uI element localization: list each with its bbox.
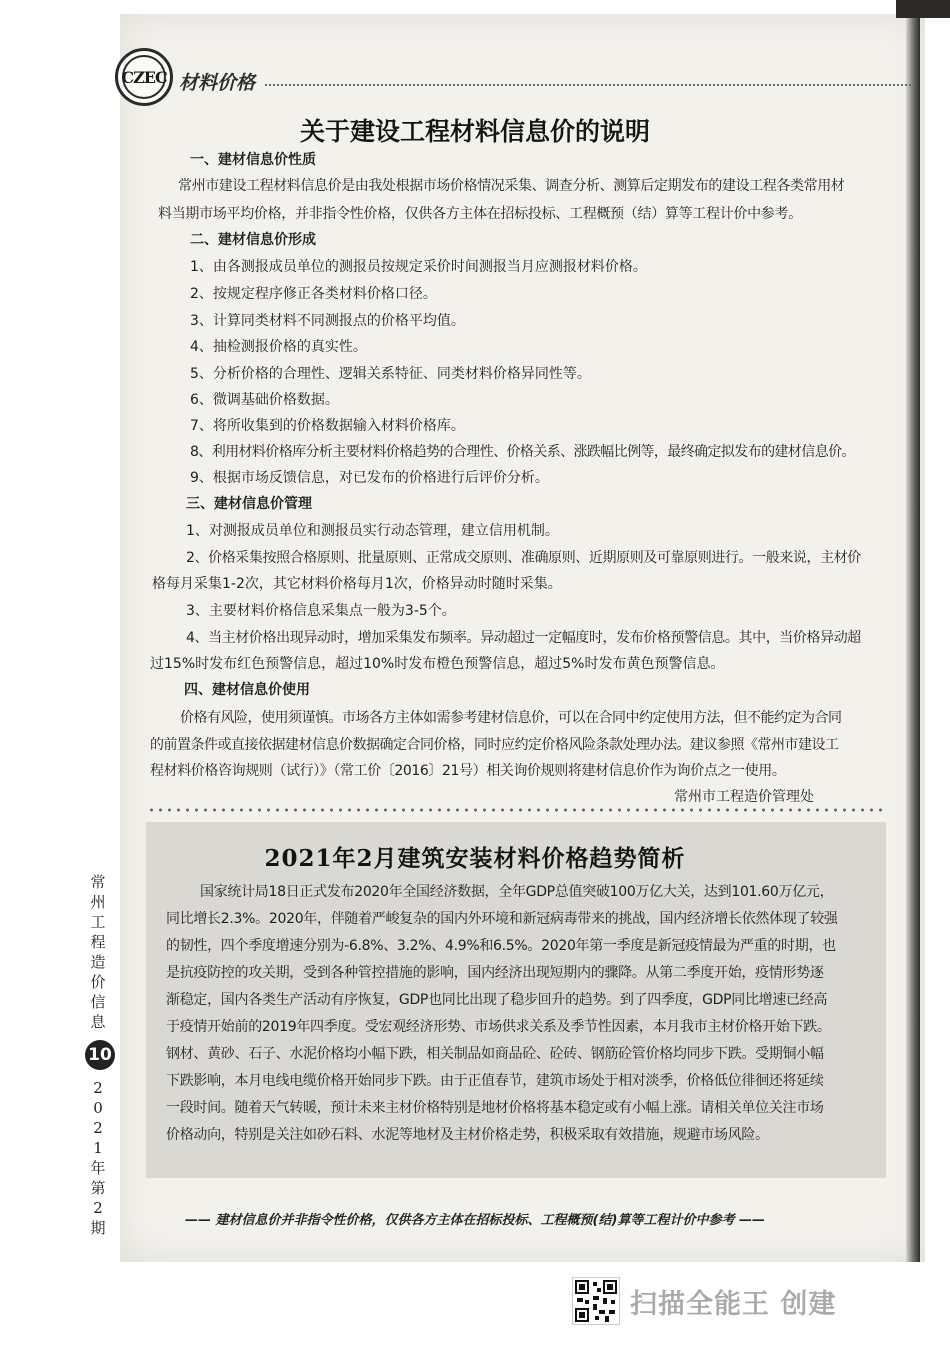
article2-line-4: 是抗疫防控的攻关期，受到各种管控措施的影响，国内经济出现短期内的骤降。从第二季度开始，疫情形势逐 (166, 965, 824, 981)
s2-item-7: 7、将所收集到的价格数据输入材料价格库。 (190, 418, 465, 434)
s4-line1: 价格有风险，使用须谨慎。市场各方主体如需参考建材信息价，可以在合同中约定使用方法，但不能约定为合同 (180, 710, 842, 726)
header-dotted-line (265, 84, 915, 86)
article2-title: 2021年2月建筑安装材料价格趋势简析 (264, 845, 686, 872)
issue-char: 0 (93, 1099, 103, 1117)
article2-line-7: 钢材、黄砂、石子、水泥价格均小幅下跌，相关制品如商品砼、砼砖、钢筋砼管价格均同步下跌。受期铜小幅 (166, 1046, 824, 1062)
section-name: 材料价格 (179, 72, 256, 94)
page-footer: —— 建材信息价并非指令性价格，仅供各方主体在招标投标、工程概预(结)算等工程计价中参考 —— (185, 1213, 765, 1228)
journal-char: 工 (90, 913, 106, 931)
s1-line2: 料当期市场平均价格，并非指令性价格，仅供各方主体在招标投标、工程概预（结）算等工程计价中参考。 (158, 206, 802, 222)
article2-line-2: 同比增长2.3%。2020年，伴随着严峻复杂的国内外环境和新冠病毒带来的挑战，国内经济增长依然体现了较强 (166, 911, 838, 927)
article2-line-10: 价格动向，特别是关注如砂石料、水泥等地材及主材价格走势，积极采取有效措施，规避市场风险。 (166, 1127, 769, 1143)
s2-item-4: 4、抽检测报价格的真实性。 (190, 339, 367, 355)
book-spine (906, 0, 920, 1262)
s3-item-2-line1: 2、价格采集按照合格原则、批量原则、正常成交原则、准确原则、近期原则及可靠原则进行。一般来说，主材价 (186, 550, 861, 566)
s4-line2: 的前置条件或直接依据建材信息价数据确定合同价格，同时应约定价格风险条款处理办法。建议参照《常州市建设工 (150, 737, 839, 753)
journal-char: 价 (90, 973, 106, 991)
s3-item-4-line1: 4、当主材价格出现异动时，增加采集发布频率。异动超过一定幅度时，发布价格预警信息。其中，当价格异动超 (186, 630, 861, 646)
s3-item-2-line2: 格每月采集1-2次，其它材料价格每月1次，价格异动时随时采集。 (152, 576, 562, 592)
s2-item-3: 3、计算同类材料不同测报点的价格平均值。 (190, 313, 465, 329)
s2-item-1: 1、由各测报成员单位的测报员按规定采价时间测报当月应测报材料价格。 (190, 259, 647, 275)
journal-char: 程 (90, 933, 106, 951)
article1-title: 关于建设工程材料信息价的说明 (299, 117, 650, 146)
logo-text: CZEC (122, 55, 166, 99)
s1-title: 一、建材信息价性质 (190, 152, 316, 168)
journal-char: 息 (90, 1013, 106, 1031)
s1-line1: 常州市建设工程材料信息价是由我处根据市场价格情况采集、调查分析、测算后定期发布的建设工程各类常用材 (178, 178, 845, 194)
issue-char: 1 (93, 1139, 103, 1157)
s2-item-5: 5、分析价格的合理性、逻辑关系特征、同类材料价格异同性等。 (190, 366, 591, 382)
s2-item-8: 8、利用材料价格库分析主要材料价格趋势的合理性、价格关系、涨跌幅比例等，最终确定拟发布的建材信息价。 (190, 444, 855, 460)
article2-line-8: 下跌影响，本月电线电缆价格开始同步下跌。由于正值春节，建筑市场处于相对淡季，价格低位徘徊还将延续 (166, 1073, 824, 1089)
page-number: 10 (85, 1040, 115, 1070)
s4-title: 四、建材信息价使用 (184, 682, 310, 698)
issue-char: 2 (93, 1119, 103, 1137)
page-header (115, 48, 905, 108)
journal-char: 信 (90, 993, 106, 1011)
decorative-divider (147, 806, 887, 814)
scanner-watermark: 扫描全能王 创建 (630, 1289, 837, 1320)
journal-char: 造 (90, 953, 106, 971)
article2-line-3: 的韧性，四个季度增速分别为-6.8%、3.2%、4.9%和6.5%。2020年第一季度是新冠疫情最为严重的时期，也 (166, 938, 836, 954)
signature: 常州市工程造价管理处 (674, 789, 814, 805)
s2-title: 二、建材信息价形成 (190, 232, 316, 248)
s4-line3: 程材料价格咨询规则（试行）》（常工价〔2016〕21号）相关询价规则将建材信息价作为询价点之一使用。 (150, 763, 786, 779)
article2-line-6: 于疫情开始前的2019年四季度。受宏观经济形势、市场供求关系及季节性因素，本月我市主材价格开始下跌。 (166, 1019, 831, 1035)
s3-item-3: 3、主要材料价格信息采集点一般为3-5个。 (186, 603, 456, 619)
issue-char: 第 (90, 1179, 106, 1197)
s2-item-9: 9、根据市场反馈信息，对已发布的价格进行后评价分析。 (190, 470, 549, 486)
article2-line-1: 国家统计局18日正式发布2020年全国经济数据，全年GDP总值突破100万亿大关，达到101.60万亿元， (200, 884, 834, 900)
journal-char: 常 (90, 873, 106, 891)
s3-item-1: 1、对测报成员单位和测报员实行动态管理，建立信用机制。 (186, 523, 559, 539)
s2-item-2: 2、按规定程序修正各类材料价格口径。 (190, 286, 437, 302)
article2-line-9: 一段时间。随着天气转暖，预计未来主材价格特别是地材价格将基本稳定或有小幅上涨。请相关单位关注市场 (166, 1100, 824, 1116)
s2-item-6: 6、微调基础价格数据。 (190, 392, 339, 408)
s3-title: 三、建材信息价管理 (186, 496, 312, 512)
issue-char: 年 (90, 1159, 106, 1177)
s3-item-4-line2: 过15%时发布红色预警信息，超过10%时发布橙色预警信息，超过5%时发布黄色预警信息。 (150, 656, 725, 672)
journal-name-vertical (84, 872, 112, 1032)
page-corner (896, 0, 950, 18)
qr-code-icon (572, 1277, 620, 1325)
issue-char: 2 (93, 1079, 103, 1097)
issue-char: 2 (93, 1199, 103, 1217)
issue-char: 期 (90, 1219, 106, 1237)
journal-char: 州 (90, 893, 106, 911)
czec-logo-icon (115, 48, 173, 106)
article2-line-5: 渐稳定，国内各类生产活动有序恢复，GDP也同比出现了稳步回升的趋势。到了四季度，GDP同比增速已经高 (166, 992, 828, 1008)
